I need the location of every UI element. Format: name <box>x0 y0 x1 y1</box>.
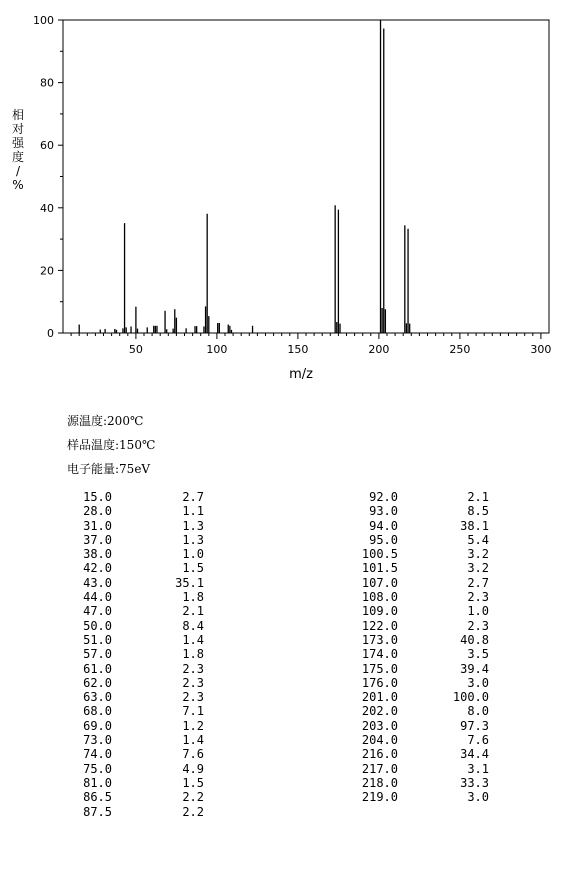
peak-row <box>355 619 489 633</box>
y-axis-label <box>10 108 26 192</box>
x-tick-label: 150 <box>287 343 309 356</box>
peak-row <box>75 619 204 633</box>
peak-row <box>355 633 489 647</box>
peak-intensity: 34.4 <box>460 747 489 762</box>
peak-mz: 44.0 <box>83 590 112 605</box>
peak-intensity: 33.3 <box>460 775 489 790</box>
peak-intensity: 40.8 <box>460 632 489 647</box>
y-tick-label: 100 <box>33 14 54 27</box>
peak-mz: 81.0 <box>83 775 112 790</box>
x-axis <box>71 333 551 356</box>
peak-mz: 63.0 <box>83 690 112 705</box>
peak-intensity: 8.0 <box>467 704 489 719</box>
peak-intensity: 3.1 <box>467 761 489 776</box>
peak-mz: 201.0 <box>361 690 398 705</box>
peak-mz: 15.0 <box>83 490 112 504</box>
peak-intensity: 2.2 <box>182 790 204 805</box>
peak-row <box>355 690 489 704</box>
peak-mz: 95.0 <box>369 532 398 547</box>
y-axis-label-char: 相 <box>11 108 24 122</box>
peak-mz: 122.0 <box>361 618 398 633</box>
spectrum-bars <box>79 20 409 333</box>
plot-border <box>63 20 549 333</box>
peak-mz: 175.0 <box>361 661 398 676</box>
peak-row <box>355 504 489 518</box>
peak-table-right <box>355 490 489 805</box>
y-axis-label-char: 度 <box>11 150 24 164</box>
peak-intensity: 2.1 <box>467 490 489 504</box>
peak-row <box>355 662 489 676</box>
peak-mz: 73.0 <box>83 733 112 748</box>
peak-intensity: 3.0 <box>467 675 489 690</box>
peak-row <box>355 533 489 547</box>
peak-row <box>355 547 489 561</box>
peak-row <box>355 576 489 590</box>
peak-mz: 203.0 <box>361 718 398 733</box>
source-temperature: 源温度:200℃ <box>67 414 144 428</box>
x-tick-label: 50 <box>128 343 143 356</box>
peak-row <box>75 547 204 561</box>
plot-frame <box>63 20 549 333</box>
peak-row <box>355 519 489 533</box>
peak-mz: 94.0 <box>369 518 398 533</box>
peak-mz: 50.0 <box>83 618 112 633</box>
peak-mz: 173.0 <box>361 632 398 647</box>
peak-mz: 87.5 <box>83 804 112 819</box>
peak-intensity: 2.3 <box>467 618 489 633</box>
peak-row <box>75 590 204 604</box>
peak-row <box>75 776 204 790</box>
peak-intensity: 39.4 <box>460 661 489 676</box>
y-axis-label-char: % <box>12 178 24 192</box>
peak-mz: 202.0 <box>361 704 398 719</box>
peak-row <box>75 576 204 590</box>
y-axis <box>33 14 63 340</box>
peak-mz: 57.0 <box>83 647 112 662</box>
peak-row <box>75 690 204 704</box>
peak-intensity: 1.3 <box>182 518 204 533</box>
peak-intensity: 1.5 <box>182 561 204 576</box>
peak-intensity: 1.8 <box>182 647 204 662</box>
peak-mz: 75.0 <box>83 761 112 776</box>
peak-intensity: 1.8 <box>182 590 204 605</box>
peak-intensity: 1.1 <box>182 504 204 519</box>
peak-intensity: 2.3 <box>467 590 489 605</box>
peak-mz: 219.0 <box>361 790 398 805</box>
peak-mz: 218.0 <box>361 775 398 790</box>
peak-intensity: 2.2 <box>182 804 204 819</box>
peak-intensity: 3.0 <box>467 790 489 805</box>
peak-mz: 93.0 <box>369 504 398 519</box>
peak-intensity: 1.2 <box>182 718 204 733</box>
peak-intensity: 1.0 <box>467 604 489 619</box>
peak-row <box>75 704 204 718</box>
peak-intensity: 1.5 <box>182 775 204 790</box>
peak-intensity: 3.2 <box>467 561 489 576</box>
peak-row <box>355 490 489 504</box>
peak-intensity: 7.6 <box>467 733 489 748</box>
x-tick-label: 100 <box>206 343 228 356</box>
peak-intensity: 3.2 <box>467 547 489 562</box>
peak-row <box>75 533 204 547</box>
peak-intensity: 2.3 <box>182 675 204 690</box>
peak-intensity: 4.9 <box>182 761 204 776</box>
peak-row <box>75 733 204 747</box>
peak-intensity: 97.3 <box>460 718 489 733</box>
peak-row <box>355 747 489 761</box>
peak-row <box>75 561 204 575</box>
peak-intensity: 7.6 <box>182 747 204 762</box>
x-axis-label: m/z <box>289 367 313 382</box>
peak-intensity: 2.1 <box>182 604 204 619</box>
peak-row <box>75 490 204 504</box>
x-tick-label: 250 <box>449 343 471 356</box>
peak-intensity: 2.7 <box>467 575 489 590</box>
peak-row <box>355 604 489 618</box>
peak-intensity: 8.4 <box>182 618 204 633</box>
peak-mz: 51.0 <box>83 632 112 647</box>
peak-mz: 100.5 <box>361 547 398 562</box>
peak-intensity: 2.3 <box>182 690 204 705</box>
y-tick-label: 20 <box>40 264 54 278</box>
peak-row <box>75 604 204 618</box>
peak-mz: 62.0 <box>83 675 112 690</box>
y-axis-label-char: 对 <box>11 122 24 136</box>
peak-table-left <box>75 490 204 819</box>
peak-intensity: 1.4 <box>182 733 204 748</box>
peak-row <box>75 662 204 676</box>
peak-intensity: 35.1 <box>175 575 204 590</box>
peak-intensity: 8.5 <box>467 504 489 519</box>
peak-mz: 108.0 <box>361 590 398 605</box>
peak-row <box>355 647 489 661</box>
peak-row <box>75 519 204 533</box>
peak-intensity: 1.0 <box>182 547 204 562</box>
peak-row <box>75 647 204 661</box>
peak-intensity: 100.0 <box>452 690 489 705</box>
peak-mz: 107.0 <box>361 575 398 590</box>
peak-row <box>355 719 489 733</box>
peak-mz: 109.0 <box>361 604 398 619</box>
peak-mz: 42.0 <box>83 561 112 576</box>
peak-row <box>355 590 489 604</box>
peak-mz: 176.0 <box>361 675 398 690</box>
peak-row <box>75 676 204 690</box>
peak-mz: 37.0 <box>83 532 112 547</box>
peak-intensity: 38.1 <box>460 518 489 533</box>
x-tick-label: 200 <box>368 343 390 356</box>
peak-mz: 101.5 <box>361 561 398 576</box>
peak-row <box>355 676 489 690</box>
peak-row <box>75 719 204 733</box>
peak-mz: 47.0 <box>83 604 112 619</box>
sample-temperature: 样品温度:150℃ <box>67 438 156 452</box>
y-axis-label-char: / <box>15 164 21 178</box>
peak-mz: 28.0 <box>83 504 112 519</box>
x-tick-label: 300 <box>530 343 552 356</box>
peak-mz: 74.0 <box>83 747 112 762</box>
y-tick-label: 40 <box>40 201 54 215</box>
peak-row <box>355 776 489 790</box>
peak-mz: 61.0 <box>83 661 112 676</box>
peak-row <box>75 790 204 804</box>
y-tick-label: 80 <box>40 76 54 90</box>
peak-row <box>355 790 489 804</box>
peak-row <box>75 504 204 518</box>
peak-mz: 68.0 <box>83 704 112 719</box>
peak-intensity: 2.7 <box>182 490 204 504</box>
peak-intensity: 3.5 <box>467 647 489 662</box>
peak-row <box>75 762 204 776</box>
peak-intensity: 1.3 <box>182 532 204 547</box>
peak-mz: 38.0 <box>83 547 112 562</box>
mass-spectrum-chart <box>0 0 570 390</box>
electron-energy: 电子能量:75eV <box>67 462 151 476</box>
peak-intensity: 7.1 <box>182 704 204 719</box>
peak-mz: 31.0 <box>83 518 112 533</box>
peak-mz: 174.0 <box>361 647 398 662</box>
peak-row <box>355 704 489 718</box>
peak-mz: 217.0 <box>361 761 398 776</box>
peak-mz: 204.0 <box>361 733 398 748</box>
peak-mz: 216.0 <box>361 747 398 762</box>
peak-mz: 92.0 <box>369 490 398 504</box>
peak-mz: 69.0 <box>83 718 112 733</box>
peak-row <box>355 762 489 776</box>
peak-mz: 43.0 <box>83 575 112 590</box>
y-tick-label: 0 <box>47 327 54 340</box>
y-axis-label-char: 强 <box>11 136 24 150</box>
peak-row <box>75 633 204 647</box>
peak-row <box>355 561 489 575</box>
peak-intensity: 5.4 <box>467 532 489 547</box>
peak-row <box>355 733 489 747</box>
peak-intensity: 2.3 <box>182 661 204 676</box>
peak-row <box>75 805 204 819</box>
peak-row <box>75 747 204 761</box>
peak-mz: 86.5 <box>83 790 112 805</box>
peak-intensity: 1.4 <box>182 632 204 647</box>
y-tick-label: 60 <box>40 139 54 153</box>
